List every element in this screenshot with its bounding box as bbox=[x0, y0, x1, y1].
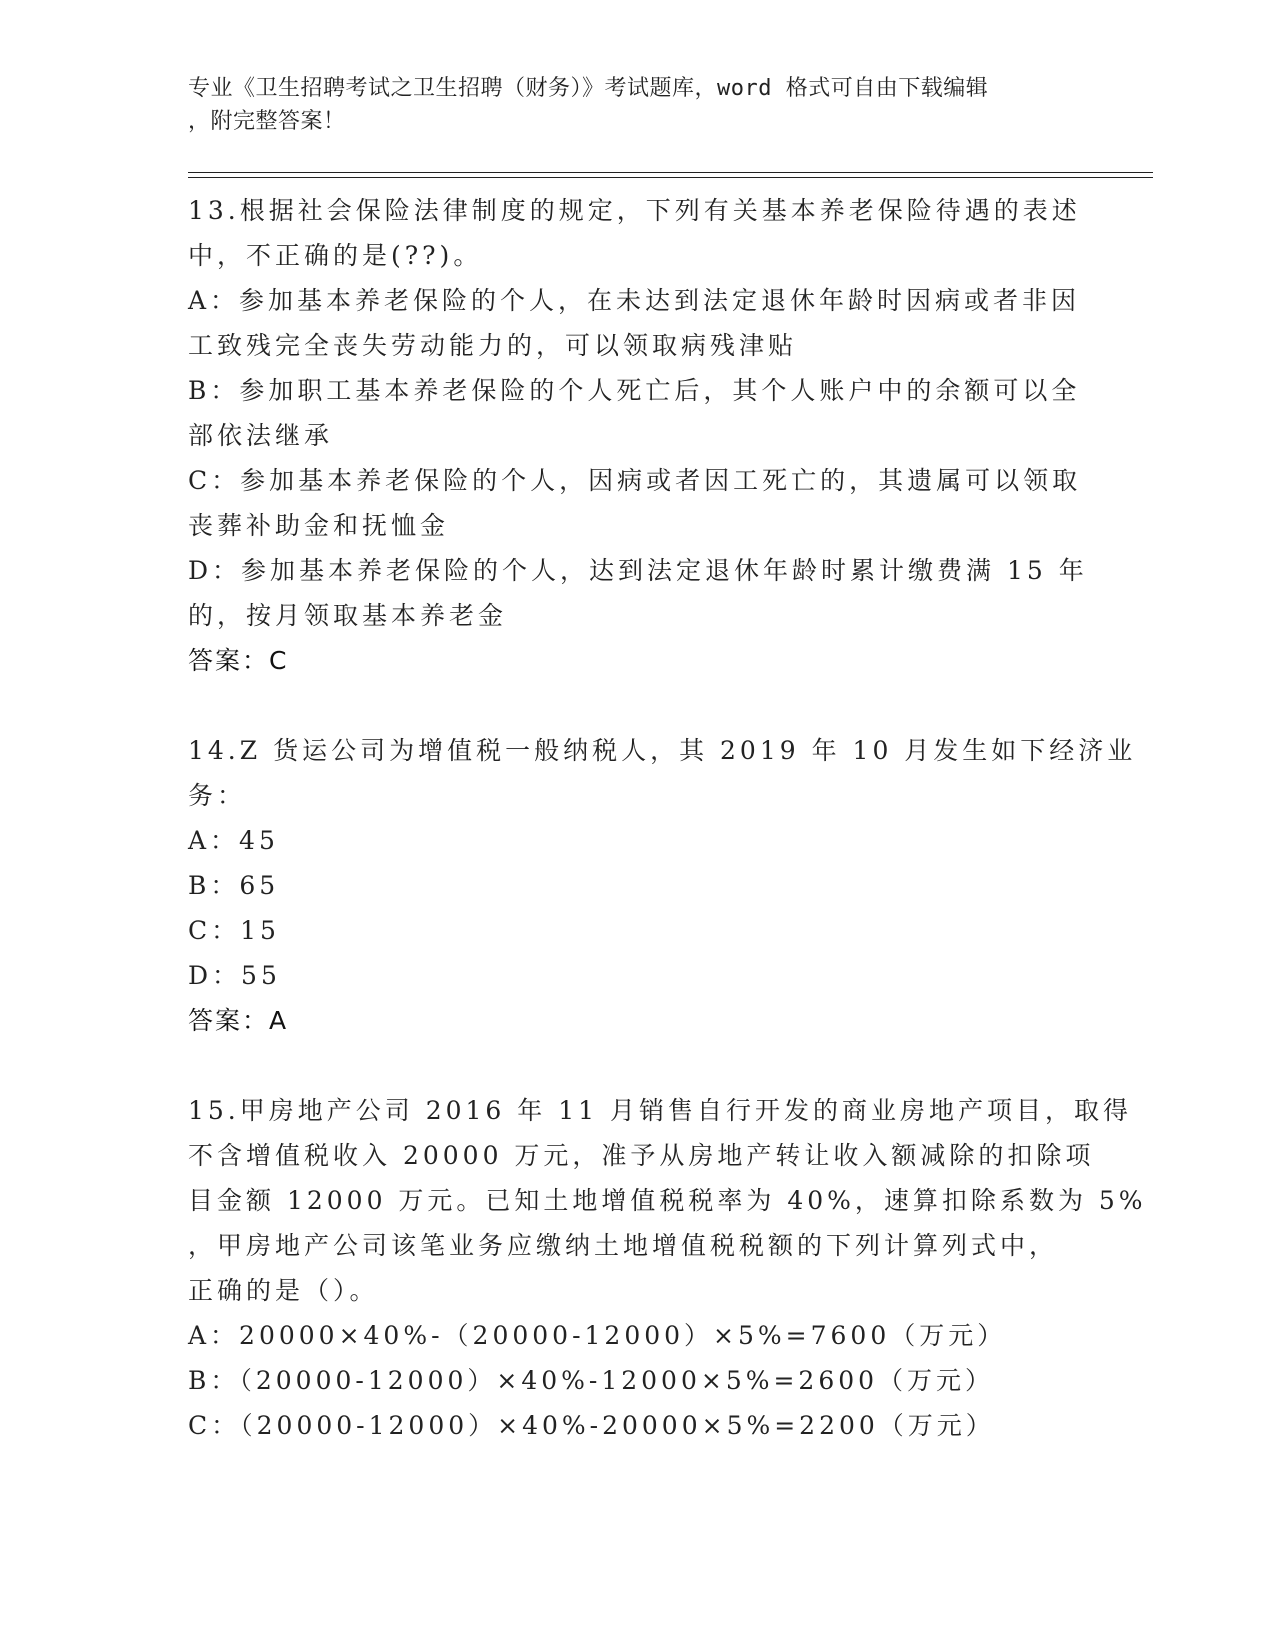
question-13-option-a-line-1: A：参加基本养老保险的个人，在未达到法定退休年龄时因病或者非因 bbox=[188, 286, 1081, 315]
question-15-stem-line-3: 目金额 12000 万元。已知土地增值税税率为 40%，速算扣除系数为 5% bbox=[188, 1186, 1147, 1215]
header-line-1: 专业《卫生招聘考试之卫生招聘（财务）》考试题库，word 格式可自由下载编辑 bbox=[188, 76, 989, 101]
question-14-option-d: D：55 bbox=[188, 961, 281, 990]
question-13-option-b-line-2: 部依法继承 bbox=[188, 421, 334, 450]
question-14-option-a: A：45 bbox=[188, 826, 279, 855]
question-13-stem-line-2: 中，不正确的是(??)。 bbox=[188, 241, 483, 270]
question-14-answer: 答案：A bbox=[188, 1006, 289, 1035]
question-15-stem-line-5: 正确的是（）。 bbox=[188, 1276, 379, 1305]
question-13-stem-line-1: 13.根据社会保险法律制度的规定，下列有关基本养老保险待遇的表述 bbox=[188, 196, 1081, 225]
question-15-option-b: B：（20000-12000）×40%-12000×5%=2600（万元） bbox=[188, 1366, 995, 1395]
question-14 bbox=[188, 728, 1137, 1043]
document-header bbox=[188, 72, 1088, 138]
question-15 bbox=[188, 1088, 1147, 1448]
question-14-stem-line-2: 务： bbox=[188, 781, 247, 810]
question-15-stem-line-4: ，甲房地产公司该笔业务应缴纳土地增值税税额的下列计算列式中， bbox=[188, 1231, 1059, 1260]
question-14-stem-line-1: 14.Z 货运公司为增值税一般纳税人，其 2019 年 10 月发生如下经济业 bbox=[188, 736, 1137, 765]
header-line-2: ，附完整答案！ bbox=[188, 109, 346, 134]
question-15-stem-line-1: 15.甲房地产公司 2016 年 11 月销售自行开发的商业房地产项目，取得 bbox=[188, 1096, 1132, 1125]
question-13-option-d-line-2: 的，按月领取基本养老金 bbox=[188, 601, 508, 630]
question-13 bbox=[188, 188, 1088, 683]
question-13-option-d-line-1: D：参加基本养老保险的个人，达到法定退休年龄时累计缴费满 15 年 bbox=[188, 556, 1088, 585]
question-14-option-c: C：15 bbox=[188, 916, 280, 945]
header-divider-lower bbox=[188, 177, 1153, 178]
question-15-option-a: A：20000×40%-（20000-12000）×5%=7600（万元） bbox=[188, 1321, 1007, 1350]
question-list bbox=[188, 188, 1147, 1448]
question-13-option-b-line-1: B：参加职工基本养老保险的个人死亡后，其个人账户中的余额可以全 bbox=[188, 376, 1081, 405]
question-15-stem-line-2: 不含增值税收入 20000 万元，准予从房地产转让收入额减除的扣除项 bbox=[188, 1141, 1095, 1170]
question-13-option-a-line-2: 工致残完全丧失劳动能力的，可以领取病残津贴 bbox=[188, 331, 798, 360]
header-divider-upper bbox=[188, 172, 1153, 173]
question-13-answer: 答案：C bbox=[188, 646, 289, 675]
question-spacer bbox=[188, 1043, 1088, 1088]
question-13-option-c-line-2: 丧葬补助金和抚恤金 bbox=[188, 511, 450, 540]
question-15-option-c: C：（20000-12000）×40%-20000×5%=2200（万元） bbox=[188, 1411, 995, 1440]
question-14-option-b: B：65 bbox=[188, 871, 280, 900]
question-13-option-c-line-1: C：参加基本养老保险的个人，因病或者因工死亡的，其遗属可以领取 bbox=[188, 466, 1082, 495]
question-spacer bbox=[188, 683, 1088, 728]
